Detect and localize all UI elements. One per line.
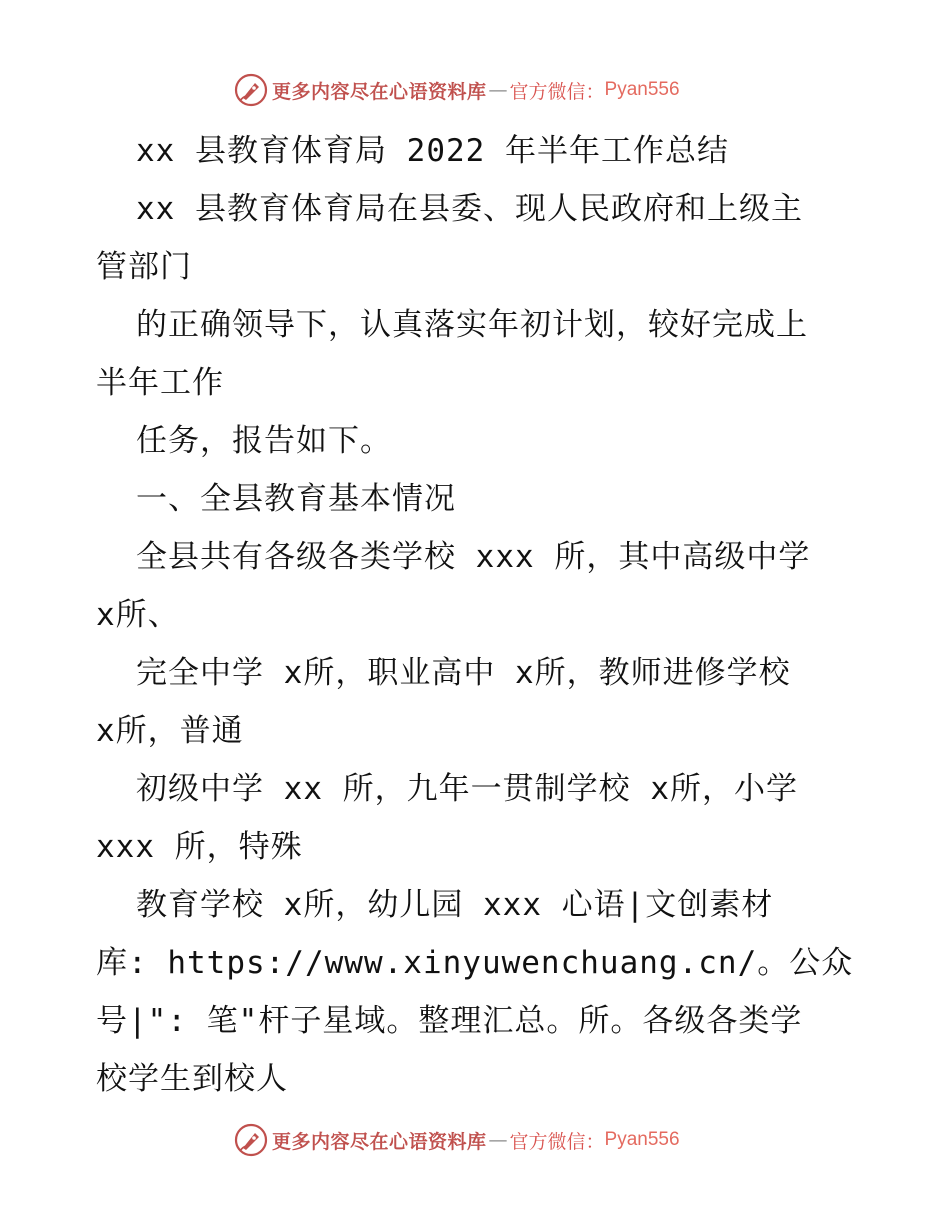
banner-wechat-id: Pyan556 xyxy=(604,79,680,100)
pen-nib-logo-icon xyxy=(234,73,268,107)
paragraph-line: x所、 xyxy=(96,597,180,633)
paragraph-line: 校学生到校人 xyxy=(96,1061,288,1097)
paragraph-line: x所，普通 xyxy=(96,713,244,749)
paragraph-line: xxx 所，特殊 xyxy=(96,829,303,865)
paragraph-line: 半年工作 xyxy=(96,365,224,401)
banner-wechat-label: 官方微信： xyxy=(509,1130,605,1153)
paragraph-line: 全县共有各级各类学校 xxx 所，其中高级中学 xyxy=(136,539,811,575)
paragraph-line: 管部门 xyxy=(96,249,192,285)
banner-separator: — xyxy=(488,79,508,101)
header-watermark-banner xyxy=(234,70,754,110)
paragraph-line: 的正确领导下，认真落实年初计划，较好完成上 xyxy=(136,307,808,343)
paragraph-line: 库: https://www.xinyuwenchuang.cn/。公众 xyxy=(96,945,854,981)
pen-nib-logo-icon xyxy=(234,1123,268,1157)
banner-wechat-id: Pyan556 xyxy=(604,1129,680,1150)
document-body xyxy=(96,122,856,1108)
paragraph-line: 完全中学 x所，职业高中 x所，教师进修学校 xyxy=(136,655,791,691)
document-title: xx 县教育体育局 2022 年半年工作总结 xyxy=(136,133,729,169)
banner-separator: — xyxy=(488,1129,508,1151)
banner-text: 更多内容尽在心语资料库 xyxy=(272,80,487,103)
footer-watermark-banner xyxy=(234,1120,754,1160)
paragraph-line: 任务，报告如下。 xyxy=(136,423,392,459)
paragraph-line: 初级中学 xx 所，九年一贯制学校 x所，小学 xyxy=(136,771,798,807)
section-heading: 一、全县教育基本情况 xyxy=(136,481,456,517)
paragraph-line: 号|": 笔"杆子星域。整理汇总。所。各级各类学 xyxy=(96,1003,803,1039)
paragraph-line: 教育学校 x所，幼儿园 xxx 心语|文创素材 xyxy=(136,887,774,923)
banner-text: 更多内容尽在心语资料库 xyxy=(272,1130,487,1153)
paragraph-line: xx 县教育体育局在县委、现人民政府和上级主 xyxy=(136,191,803,227)
banner-wechat-label: 官方微信： xyxy=(509,80,605,103)
